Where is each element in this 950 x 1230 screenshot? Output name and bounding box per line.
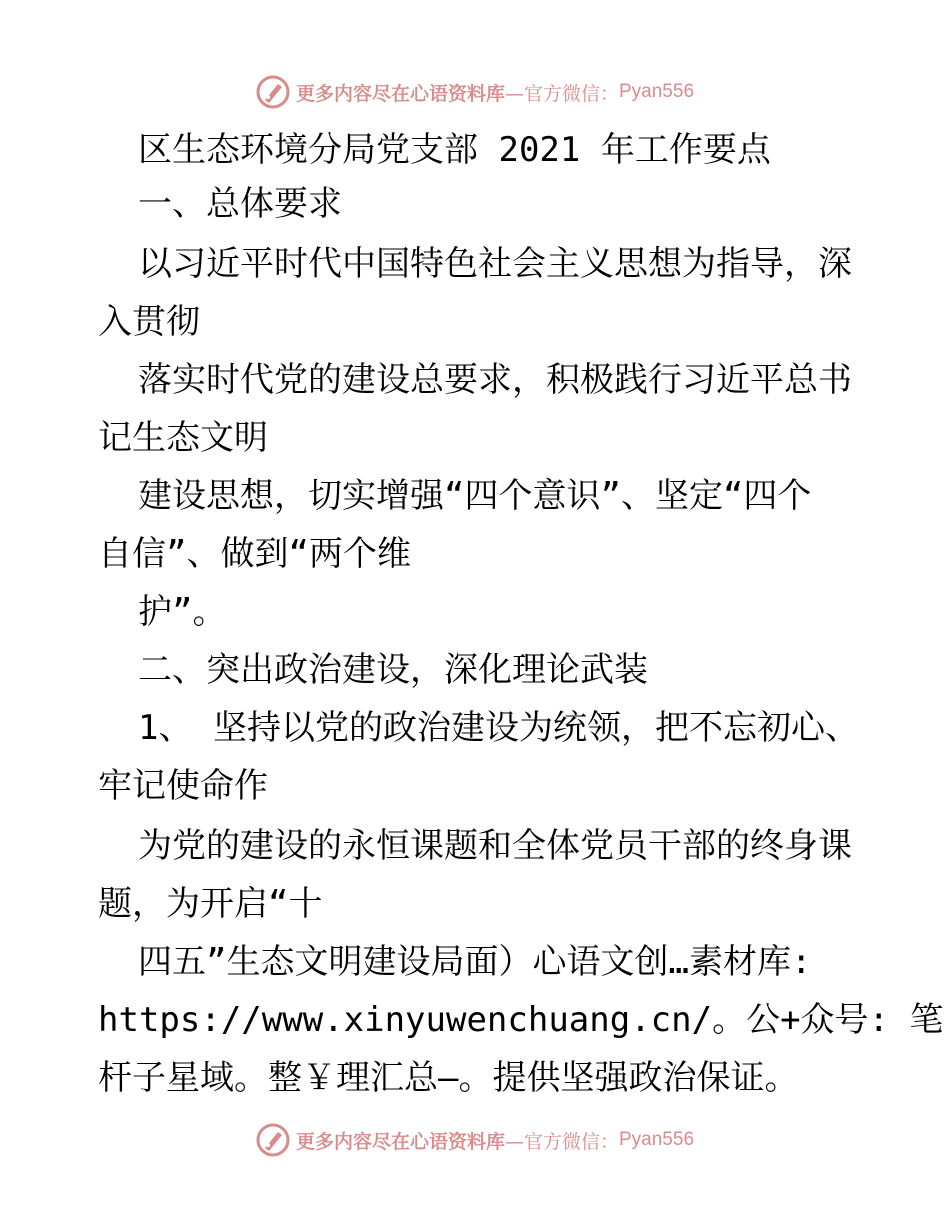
- paragraph-line: https://www.xinyuwenchuang.cn/。公+众号: 笔: [98, 1000, 944, 1040]
- watermark-banner-bottom: [0, 1120, 950, 1160]
- paragraph-line: 以习近平时代中国特色社会主义思想为指导，深: [138, 244, 852, 284]
- pen-logo-icon: [256, 1123, 290, 1157]
- paragraph-line: 题，为开启“十: [98, 884, 323, 924]
- paragraph-line: 自信”、做到“两个维: [98, 534, 411, 574]
- paragraph-line: 护”。: [138, 592, 227, 632]
- paragraph-line: 记生态文明: [98, 418, 268, 458]
- watermark-text: 更多内容尽在心语资料库: [295, 1130, 505, 1153]
- pen-logo-icon: [256, 75, 290, 109]
- paragraph-line: 牢记使命作: [98, 766, 268, 806]
- watermark-separator: —官方微信：: [504, 1130, 619, 1153]
- watermark-account: Pyan556: [619, 1129, 695, 1150]
- watermark-separator: —官方微信：: [504, 82, 619, 105]
- paragraph-line: 1、 坚持以党的政治建设为统领，把不忘初心、: [138, 708, 859, 748]
- paragraph-line: 杆子星域。整￥理汇总—。提供坚强政治保证。: [98, 1058, 799, 1098]
- section-heading: 一、总体要求: [138, 184, 342, 224]
- paragraph-line: 四五”生态文明建设局面）心语文创…素材库:: [138, 942, 812, 982]
- paragraph-line: 落实时代党的建设总要求，积极践行习近平总书: [138, 360, 852, 400]
- watermark-text: 更多内容尽在心语资料库: [295, 82, 505, 105]
- document-title: 区生态环境分局党支部 2021 年工作要点: [138, 130, 771, 170]
- section-heading: 二、突出政治建设，深化理论武装: [138, 650, 648, 690]
- paragraph-line: 入贯彻: [98, 302, 200, 342]
- watermark-account: Pyan556: [619, 81, 695, 102]
- watermark-banner-top: [0, 72, 950, 112]
- paragraph-line: 建设思想，切实增强“四个意识”、坚定“四个: [138, 476, 812, 516]
- paragraph-line: 为党的建设的永恒课题和全体党员干部的终身课: [138, 826, 852, 866]
